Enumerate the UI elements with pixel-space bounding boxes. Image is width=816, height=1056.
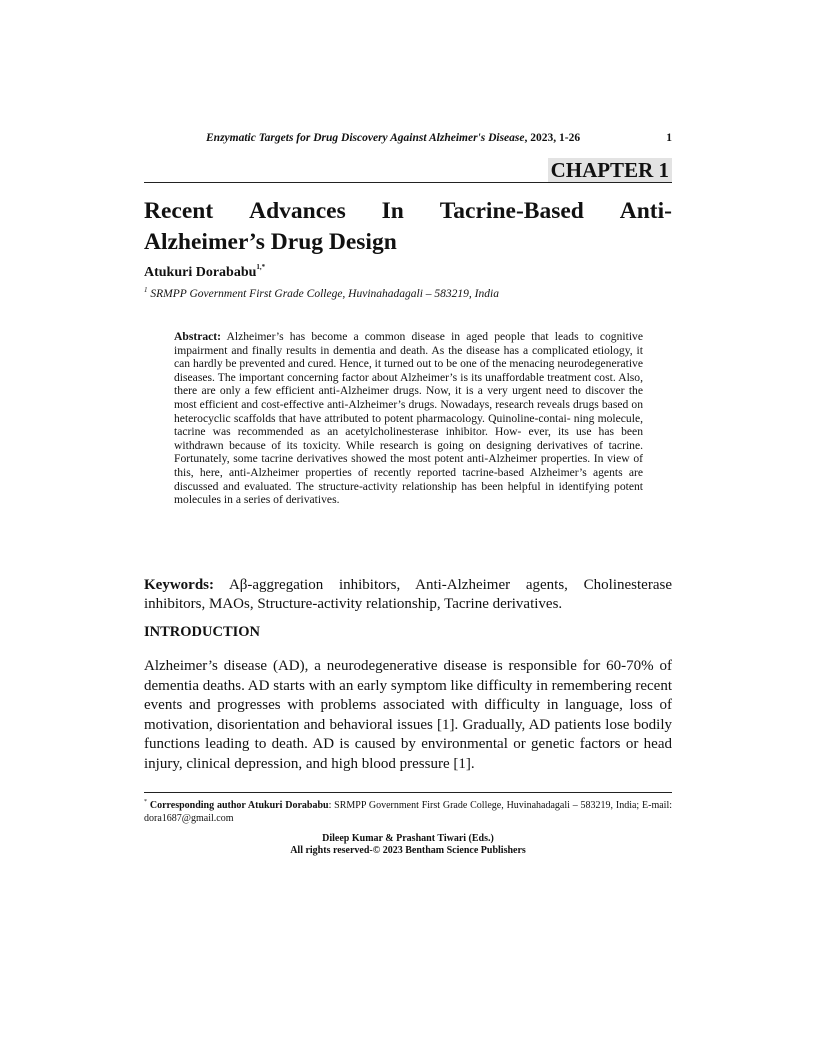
author-marks: 1,*	[256, 263, 266, 271]
introduction-heading: INTRODUCTION	[144, 624, 261, 640]
abstract-text: Alzheimer’s has become a common disease in aged people that leads to cognitive impairment and finally results in dementia and death. As the disease has a complicated etiology, it can hardly be prevented and cured. Hence, it turned out to be one of the menacing neurodegenerative diseases. The important concerning factor about Alzheimer’s is its unaffordable treatment cost. Also, there are only a few efficient anti-Alzheimer drugs. Now, it is a very urgent need to discover the most efficient and cost-effective anti-Alzheimer’s drugs. Nowadays, research reveals drugs based on heterocyclic scaffolds that have attributed to potent pharmacology. Quinoline-contai- ning molecule, tacrine was recommended as an acetylcholinesterase inhibitor. How- ever, its use has been withdrawn because of its toxicity. While research is going on designing derivatives of tacrine. Fortunately, some tacrine derivatives showed the most potent anti-Alzheimer properties. In view of this, here, anti-Alzheimer properties of recently reported tacrine-based Alzheimer’s agents are discussed and evaluated. The structure-activity relationship has been helpful in identifying potent molecules in a series of derivatives.	[174, 330, 644, 507]
abstract	[174, 330, 643, 507]
title-line-2: Alzheimer’s Drug Design	[144, 229, 397, 255]
affiliation	[144, 286, 499, 300]
keywords-text: Aβ-aggregation inhibitors, Anti-Alzheimer agents, Cholinesterase inhibitors, MAOs, Structure-activity relationship, Tacrine derivatives.	[144, 577, 672, 612]
footnote-divider	[144, 792, 672, 793]
title-word: In	[381, 198, 404, 224]
keywords-label: Keywords:	[144, 577, 214, 593]
introduction-paragraph: Alzheimer’s disease (AD), a neurodegenerative disease is responsible for 60-70% of dementia deaths. AD starts with an early symptom like difficulty in remembering recent events and progresses with problems associated with difficulty in language, loss of motivation, disorientation and behavioral issues [1]. Gradually, AD patients lose bodily functions leading to death. AD is caused by environmental or genetic factors or head injury, clinical depression, and high blood pressure [1].	[144, 658, 672, 772]
rights-line: All rights reserved-© 2023 Bentham Science Publishers	[290, 845, 526, 856]
title-word: Tacrine-Based	[439, 198, 584, 224]
abstract-label: Abstract:	[174, 330, 222, 343]
footnote-mark: *	[144, 799, 147, 805]
affiliation-mark: 1	[144, 286, 148, 294]
footnote-text: : SRMPP Government First Grade College, Huvinahadagali – 583219, India; E-mail: dora1687@gmail.com	[144, 800, 673, 824]
running-head-title	[206, 132, 580, 144]
author-name: Atukuri Dorababu	[144, 265, 257, 280]
chapter-divider	[144, 182, 672, 183]
affiliation-text: SRMPP Government First Grade College, Huvinahadagali – 583219, India	[150, 288, 499, 300]
book-year-pages: , 2023, 1-26	[524, 132, 581, 144]
title-word: Recent	[144, 198, 214, 224]
footnote	[144, 796, 672, 825]
page-number: 1	[666, 132, 672, 144]
title-word: Anti-	[619, 198, 672, 224]
book-title: Enzymatic Targets for Drug Discovery Against Alzheimer's Disease	[206, 132, 525, 144]
title-word: Advances	[249, 198, 346, 224]
running-head	[144, 132, 672, 150]
footnote-label: Corresponding author Atukuri Dorababu	[149, 800, 329, 811]
chapter-label: CHAPTER 1	[548, 158, 672, 182]
author	[144, 263, 265, 281]
editors-line: Dileep Kumar & Prashant Tiwari (Eds.)	[322, 833, 494, 844]
publisher-info	[144, 833, 672, 857]
chapter-title	[144, 196, 672, 258]
title-line-1	[144, 196, 672, 227]
keywords	[144, 576, 672, 614]
